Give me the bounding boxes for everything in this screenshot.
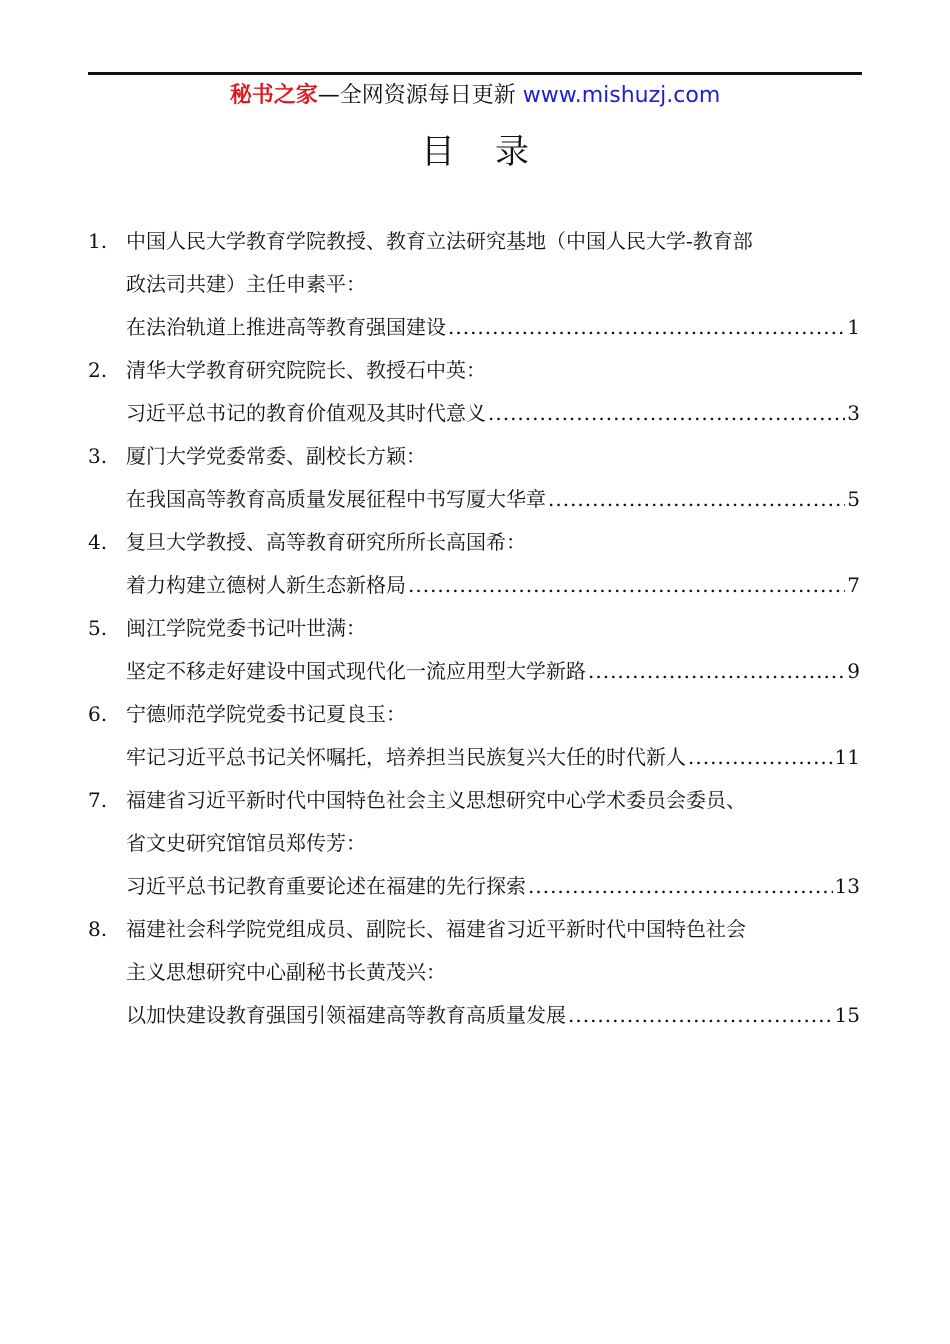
toc-author-text: 省文史研究馆馆员郑传芳：: [126, 831, 366, 855]
dot-leader: [688, 742, 833, 772]
toc-entry: [88, 914, 862, 1043]
toc-author-line: [88, 613, 862, 656]
toc-entry-title: 牢记习近平总书记关怀嘱托，培养担当民族复兴大任的时代新人: [126, 745, 686, 769]
toc-entry-title: 以加快建设教育强国引领福建高等教育高质量发展: [126, 1003, 566, 1027]
toc-author-line: [88, 226, 862, 269]
toc-author-text: 宁德师范学院党委书记夏良玉：: [126, 702, 406, 726]
toc-page-number: 9: [847, 659, 860, 683]
toc-entry-link[interactable]: [88, 398, 860, 441]
toc-entry-title: 习近平总书记教育重要论述在福建的先行探索: [126, 874, 526, 898]
toc-page-number: 11: [834, 745, 860, 769]
header-tagline: —全网资源每日更新: [317, 83, 516, 108]
toc-entry-link[interactable]: [88, 742, 860, 785]
dot-leader: [588, 656, 845, 686]
toc-page-number: 15: [834, 1003, 860, 1027]
toc-author-line: [88, 441, 862, 484]
toc-entry-number: 1.: [88, 229, 108, 253]
toc-page-number: 13: [834, 874, 860, 898]
toc-entry: [88, 226, 862, 355]
toc-entry: [88, 441, 862, 527]
toc-author-line: [88, 785, 862, 828]
toc-entry: [88, 613, 862, 699]
toc-page-number: 5: [847, 487, 860, 511]
toc-entry-title: 在法治轨道上推进高等教育强国建设: [126, 315, 446, 339]
toc-page-number: 3: [847, 401, 860, 425]
toc-author-line: [88, 269, 862, 312]
toc-author-text: 复旦大学教授、高等教育研究所所长高国希：: [126, 530, 526, 554]
toc-entry-number: 5.: [88, 616, 108, 640]
toc-author-line: [88, 914, 862, 957]
toc-author-text: 中国人民大学教育学院教授、教育立法研究基地（中国人民大学-教育部: [126, 229, 753, 253]
toc-entry-link[interactable]: [88, 570, 860, 613]
toc-author-text: 福建社会科学院党组成员、副院长、福建省习近平新时代中国特色社会: [126, 917, 746, 941]
toc-author-text: 政法司共建）主任申素平：: [126, 272, 366, 296]
toc-entry-link[interactable]: [88, 484, 860, 527]
dot-leader: [528, 871, 833, 901]
dot-leader: [448, 312, 845, 342]
toc-entry-number: 4.: [88, 530, 108, 554]
toc-title: 目录: [421, 132, 569, 172]
dot-leader: [568, 1000, 833, 1030]
toc-entry-link[interactable]: [88, 1000, 860, 1043]
toc-entry-title: 在我国高等教育高质量发展征程中书写厦大华章: [126, 487, 546, 511]
toc-author-text: 主义思想研究中心副秘书长黄茂兴：: [126, 960, 446, 984]
table-of-contents: [88, 226, 862, 1043]
header-banner: [0, 82, 950, 110]
toc-entry-number: 6.: [88, 702, 108, 726]
toc-entry-number: 7.: [88, 788, 108, 812]
toc-author-text: 厦门大学党委常委、副校长方颖：: [126, 444, 426, 468]
toc-entry: [88, 527, 862, 613]
dot-leader: [408, 570, 845, 600]
toc-entry: [88, 355, 862, 441]
toc-entry-title: 坚定不移走好建设中国式现代化一流应用型大学新路: [126, 659, 586, 683]
toc-entry-link[interactable]: [88, 312, 860, 355]
toc-page-number: 1: [847, 315, 860, 339]
site-url-link[interactable]: www.mishuzj.com: [522, 83, 721, 108]
header-rule: [88, 72, 862, 75]
dot-leader: [548, 484, 845, 514]
toc-author-line: [88, 355, 862, 398]
toc-entry: [88, 699, 862, 785]
dot-leader: [488, 398, 845, 428]
toc-author-text: 闽江学院党委书记叶世满：: [126, 616, 366, 640]
toc-entry-title: 着力构建立德树人新生态新格局: [126, 573, 406, 597]
toc-author-text: 清华大学教育研究院院长、教授石中英：: [126, 358, 486, 382]
toc-entry: [88, 785, 862, 914]
toc-entry-number: 8.: [88, 917, 108, 941]
toc-entry-number: 2.: [88, 358, 108, 382]
toc-entry-number: 3.: [88, 444, 108, 468]
toc-entry-title: 习近平总书记的教育价值观及其时代意义: [126, 401, 486, 425]
brand-name: 秘书之家: [229, 83, 318, 108]
toc-author-line: [88, 699, 862, 742]
toc-entry-link[interactable]: [88, 871, 860, 914]
toc-author-text: 福建省习近平新时代中国特色社会主义思想研究中心学术委员会委员、: [126, 788, 746, 812]
toc-author-line: [88, 527, 862, 570]
toc-page-number: 7: [847, 573, 860, 597]
toc-entry-link[interactable]: [88, 656, 860, 699]
toc-author-line: [88, 957, 862, 1000]
toc-author-line: [88, 828, 862, 871]
